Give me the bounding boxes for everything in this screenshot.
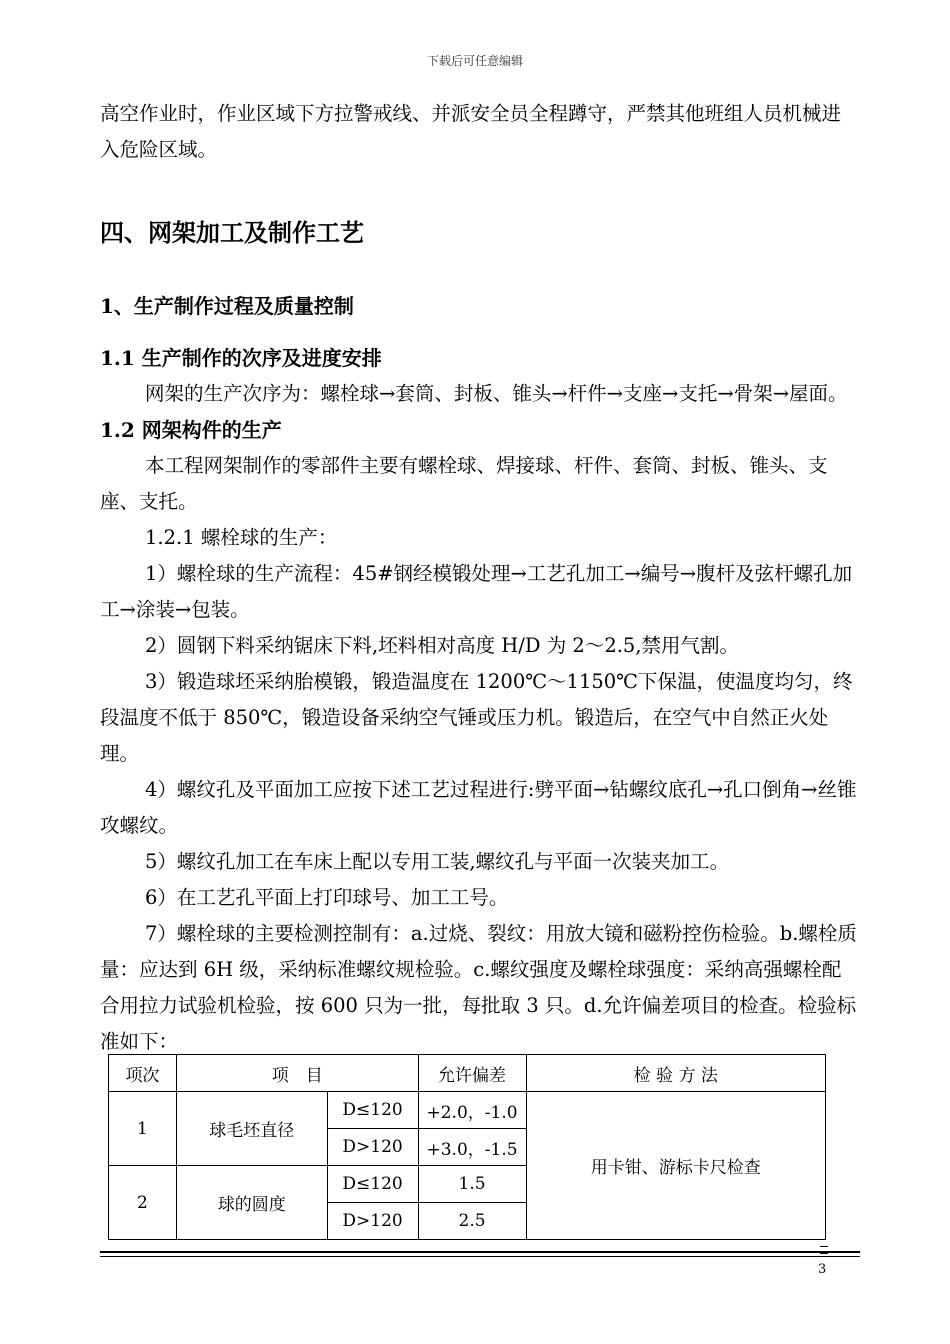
row-2-tol-1: 1.5 (418, 1166, 526, 1203)
heading-1-1: 1.1 生产制作的次序及进度安排 (100, 346, 382, 370)
row-2-cond-2: D>120 (327, 1203, 418, 1240)
row-2-cond-1: D≤120 (327, 1166, 418, 1203)
document-body (100, 96, 860, 1060)
header-method: 检 验 方 法 (526, 1055, 826, 1092)
row-1-cond-1: D≤120 (327, 1092, 418, 1129)
list-item-1: 1）螺栓球的生产流程：45#钢经模锻处理→工艺孔加工→编号→腹杆及弦杆螺孔加工→涂装→包装。 (100, 562, 853, 621)
list-item-7: 7）螺栓球的主要检测控制有：a.过烧、裂纹：用放大镜和磁粉控伤检验。b.螺栓质量：应达到 6H 级，采纳标准螺纹规检验。c.螺纹强度及螺栓球强度：采纳高强螺栓配合用拉力试验机检验，按 600 只为一批，每批取 3 只。d.允许偏差项目的检查。检验标准如下： (100, 922, 857, 1053)
footer-rule-thick (100, 1251, 860, 1253)
section-title: 四、网架加工及制作工艺 (100, 219, 364, 247)
heading-1-2: 1.2 网架构件的生产 (100, 418, 282, 442)
table-header-row (109, 1055, 826, 1092)
list-item-6: 6）在工艺孔平面上打印球号、加工工号。 (145, 886, 509, 909)
inspection-table (108, 1054, 826, 1240)
header-item: 项 目 (176, 1055, 418, 1092)
row-2-no: 2 (109, 1166, 177, 1240)
footer-rule-thin (100, 1256, 860, 1257)
row-2-item: 球的圆度 (176, 1166, 327, 1240)
table-row (109, 1092, 826, 1129)
page-header: 下载后可任意编辑 (426, 54, 523, 68)
paragraph-1-2: 本工程网架制作的零部件主要有螺栓球、焊接球、杆件、套筒、封板、锥头、支座、支托。 (100, 454, 828, 513)
method-cell: 用卡钳、游标卡尺检查 (526, 1092, 826, 1240)
page-number: 3 (818, 1262, 827, 1277)
intro-paragraph: 高空作业时，作业区域下方拉警戒线、并派安全员全程蹲守，严禁其他班组人员机械进入危险区域。 (100, 102, 842, 161)
header-no: 项次 (109, 1055, 177, 1092)
page-mark-icon (820, 1246, 828, 1254)
list-item-4: 4）螺纹孔及平面加工应按下述工艺过程进行:劈平面→钻螺纹底孔→孔口倒角→丝锥攻螺纹。 (100, 778, 857, 837)
row-1-tol-1: +2.0，-1.0 (418, 1092, 526, 1129)
header-tolerance: 允许偏差 (418, 1055, 526, 1092)
paragraph-1-2-1: 1.2.1 螺栓球的生产： (145, 526, 338, 549)
list-item-2: 2）圆钢下料采纳锯床下料,坯料相对高度 H/D 为 2～2.5,禁用气割。 (145, 634, 740, 657)
row-1-cond-2: D>120 (327, 1129, 418, 1166)
row-1-tol-2: +3.0，-1.5 (418, 1129, 526, 1166)
list-item-5: 5）螺纹孔加工在车床上配以专用工装,螺纹孔与平面一次装夹加工。 (145, 850, 730, 873)
row-2-tol-2: 2.5 (418, 1203, 526, 1240)
paragraph-1-1: 网架的生产次序为：螺栓球→套筒、封板、锥头→杆件→支座→支托→骨架→屋面。 (145, 382, 848, 405)
row-1-no: 1 (109, 1092, 177, 1166)
list-item-3: 3）锻造球坯采纳胎模锻，锻造温度在 1200℃～1150℃下保温，使温度均匀，终段温度不低于 850℃，锻造设备采纳空气锤或压力机。锻造后，在空气中自然正火处理。 (100, 670, 853, 765)
row-1-item: 球毛坯直径 (176, 1092, 327, 1166)
subsection-title: 1、生产制作过程及质量控制 (100, 294, 354, 318)
